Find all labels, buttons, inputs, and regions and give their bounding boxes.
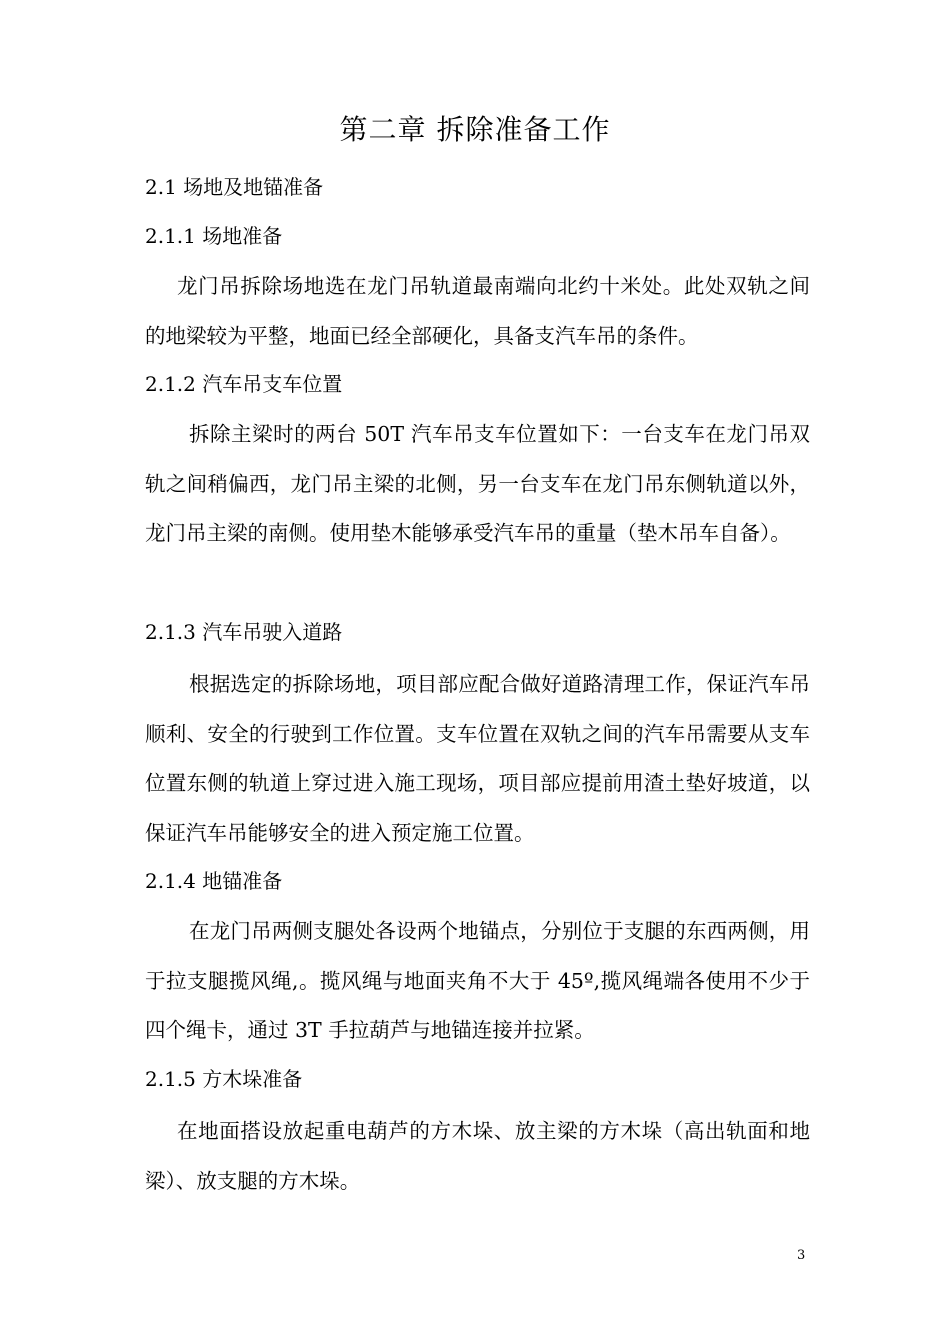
section-heading-2-1: 2.1 场地及地锚准备 — [145, 175, 324, 199]
section-heading-2-1-2: 2.1.2 汽车吊支车位置 — [145, 372, 343, 396]
section-heading-2-1-5: 2.1.5 方木垛准备 — [145, 1067, 303, 1091]
page-number: 3 — [797, 1248, 806, 1263]
paragraph-timber-stack: 在地面搭设放起重电葫芦的方木垛、放主梁的方木垛（高出轨面和地梁）、放支腿的方木垛。 — [145, 1119, 810, 1193]
chapter-title: 第二章 拆除准备工作 — [339, 113, 611, 146]
paragraph-crane-position: 拆除主梁时的两台 50T 汽车吊支车位置如下：一台支车在龙门吊双轨之间稍偏西，龙门吊主梁的北侧，另一台支车在龙门吊东侧轨道以外，龙门吊主梁的南侧。使用垫木能够承受汽车吊的重量（垫木吊车自备）。 — [145, 422, 810, 546]
section-heading-2-1-1: 2.1.1 场地准备 — [145, 224, 283, 248]
section-heading-2-1-4: 2.1.4 地锚准备 — [145, 869, 283, 893]
section-heading-2-1-3: 2.1.3 汽车吊驶入道路 — [145, 620, 343, 644]
paragraph-site-preparation: 龙门吊拆除场地选在龙门吊轨道最南端向北约十米处。此处双轨之间的地梁较为平整，地面已经全部硬化，具备支汽车吊的条件。 — [145, 274, 810, 348]
paragraph-crane-access-road: 根据选定的拆除场地，项目部应配合做好道路清理工作，保证汽车吊顺利、安全的行驶到工作位置。支车位置在双轨之间的汽车吊需要从支车位置东侧的轨道上穿过进入施工现场，项目部应提前用渣土垫好坡道，以保证汽车吊能够安全的进入预定施工位置。 — [145, 672, 810, 845]
paragraph-ground-anchor: 在龙门吊两侧支腿处各设两个地锚点，分别位于支腿的东西两侧，用于拉支腿揽风绳,。揽风绳与地面夹角不大于 45º,揽风绳端各使用不少于四个绳卡，通过 3T 手拉葫芦与地锚连接并拉紧。 — [145, 919, 810, 1043]
